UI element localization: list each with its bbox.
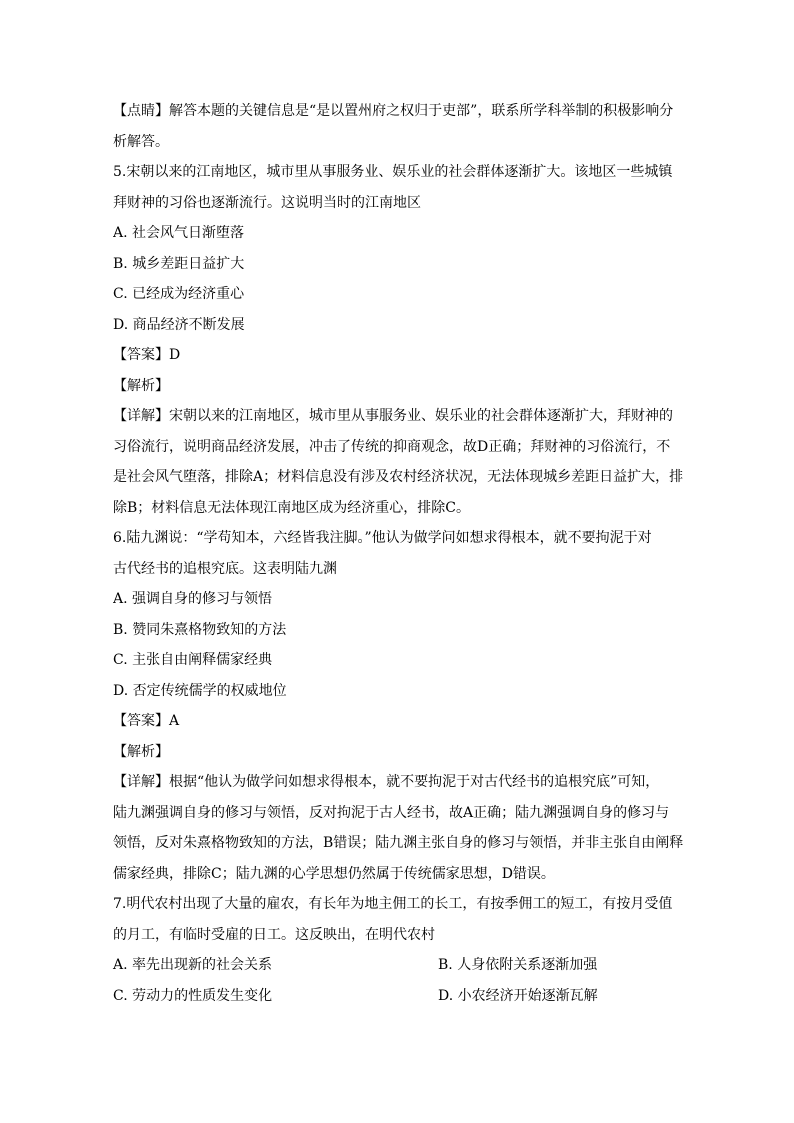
paragraph: [113, 889, 693, 950]
paragraph: [113, 157, 693, 218]
paragraph: [113, 767, 693, 889]
answer-option-row: [113, 981, 693, 1012]
text-line: 儒家经典，排除C；陆九渊的心学思想仍然属于传统儒家思想，D错误。: [113, 865, 555, 882]
answer-option: D. 小农经济开始逐渐瓦解: [438, 987, 598, 1004]
answer-option-row: [113, 950, 693, 981]
text-line: 【解析】: [113, 377, 169, 394]
paragraph: [113, 340, 693, 371]
answer-option: C. 已经成为经济重心: [113, 286, 245, 302]
text-line: 陆九渊强调自身的修习与领悟，反对拘泥于古人经书，故A正确；陆九渊强调自身的修习与: [113, 804, 670, 821]
text-line: 【答案】A: [113, 713, 180, 729]
text-line: 领悟，反对朱熹格物致知的方法，B错误；陆九渊主张自身的修习与领悟，并非主张自由阐释: [113, 835, 684, 851]
paragraph: [113, 371, 693, 402]
text-line: 的月工，有临时受雇的日工。这反映出，在明代农村: [113, 926, 435, 943]
answer-option: B. 人身依附关系逐渐加强: [438, 957, 598, 973]
answer-option: D. 商品经济不断发展: [113, 316, 245, 333]
answer-option: B. 赞同朱熹格物致知的方法: [113, 621, 287, 638]
text-line: 古代经书的追根究底。这表明陆九渊: [113, 560, 337, 577]
answer-option: D. 否定传统儒学的权威地位: [113, 682, 287, 699]
answer-option: B. 城乡差距日益扩大: [113, 255, 245, 272]
paragraph: [113, 401, 693, 523]
text-line: 5.宋朝以来的江南地区，城市里从事服务业、娱乐业的社会群体逐渐扩大。该地区一些城镇: [113, 164, 673, 180]
text-line: 习俗流行，说明商品经济发展，冲击了传统的抑商观念，故D正确；拜财神的习俗流行，不: [113, 438, 671, 455]
paragraph: [113, 523, 693, 584]
text-line: 7.明代农村出现了大量的雇农，有长年为地主佣工的长工，有按季佣工的短工，有按月受值: [113, 896, 673, 912]
answer-option: A. 率先出现新的社会关系: [113, 957, 273, 973]
text-line: 【详解】根据“他认为做学问如想求得根本，就不要拘泥于对古代经书的追根究底”可知，: [113, 774, 660, 790]
text-line: 【点睛】解答本题的关键信息是“是以置州府之权归于吏部”，联系所学科举制的积极影响分: [113, 103, 674, 119]
answer-option: C. 劳动力的性质发生变化: [113, 987, 273, 1004]
text-line: 【详解】宋朝以来的江南地区，城市里从事服务业、娱乐业的社会群体逐渐扩大，拜财神的: [113, 408, 673, 424]
answer-option: A. 社会风气日渐堕落: [113, 225, 245, 241]
paragraph: [113, 737, 693, 768]
answer-option: A. 强调自身的修习与领悟: [113, 591, 273, 607]
text-line: 拜财神的习俗也逐渐流行。这说明当时的江南地区: [113, 194, 421, 211]
answer-option: C. 主张自由阐释儒家经典: [113, 652, 273, 668]
text-line: 【答案】D: [113, 347, 181, 363]
paragraph: [113, 706, 693, 737]
document-body: [113, 96, 693, 1011]
text-line: 【解析】: [113, 743, 169, 760]
text-line: 除B；材料信息无法体现江南地区成为经济重心，排除C。: [113, 499, 470, 516]
paragraph: [113, 96, 693, 157]
text-line: 是社会风气堕落，排除A；材料信息没有涉及农村经济状况，无法体现城乡差距日益扩大，排: [113, 469, 684, 485]
text-line: 6.陆九渊说：“学苟知本，六经皆我注脚。”他认为做学问如想求得根本，就不要拘泥于对: [113, 530, 652, 546]
text-line: 析解答。: [113, 133, 169, 150]
